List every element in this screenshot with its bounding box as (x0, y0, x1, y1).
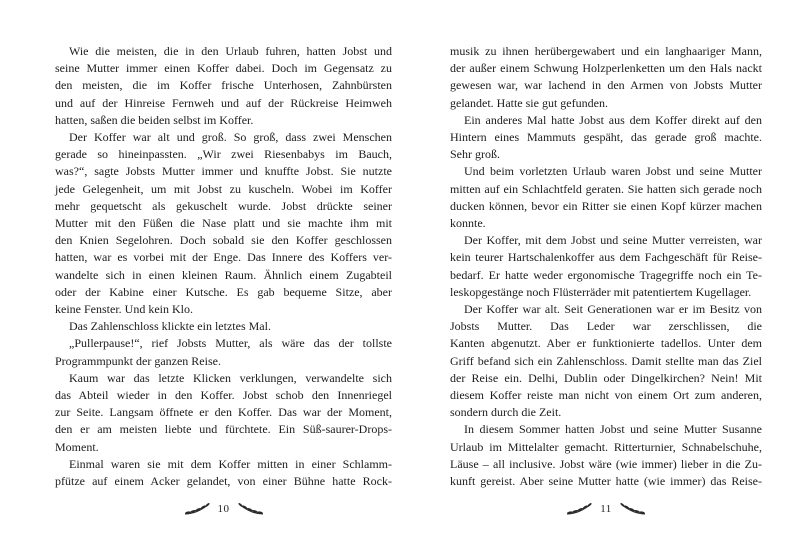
text-line: Griff befand sich ein Zahlenschloss. Damit stellte man das Ziel (450, 353, 762, 368)
laurel-branch-icon (565, 502, 593, 516)
text-line: Programmpunkt der ganzen Reise. (55, 353, 221, 368)
text-line: „Pullerpause!“, rief Jobsts Mutter, als wäre das der tollste (69, 336, 392, 351)
page-left-text (55, 43, 392, 490)
laurel-branch-icon (619, 502, 647, 516)
text-line: Läuse – all inclusive. Jobst wäre (wie immer) lieber in die Zu- (450, 456, 762, 471)
text-line: Ein anderes Mal hatte Jobst aus dem Koffer direkt auf den (464, 112, 762, 127)
text-line: seine Mutter immer einen Koffer dabei. Doch im Gegensatz zu (55, 61, 392, 76)
page-footer (55, 500, 392, 518)
text-line: gewesen war, war lachend in den Armen von Jobsts Mutter (450, 78, 762, 93)
page-number: 10 (217, 503, 230, 515)
text-line: Der Koffer war alt und groß. So groß, dass zwei Menschen (69, 130, 392, 145)
text-line: den er am meisten liebte und fürchtete. Ein Süß-saurer-Drops- (55, 422, 392, 437)
text-line: leskopgestänge noch Flüsterräder mit patentiertem Kugellager. (450, 284, 752, 299)
text-line: jede Gelegenheit, um mit Jobst zu kuscheln. Wobei im Koffer (55, 181, 392, 196)
text-line: sondern durch die Zeit. (450, 405, 562, 420)
text-line: den Knien Segelohren. Doch sobald sie den Koffer geschlossen (55, 233, 392, 248)
text-line: ducken können, bevor ein Ritter sie einen Kopf kürzer machen (450, 198, 762, 213)
text-line: diesem Koffer reiste man nicht von einem Ort zum anderen, (450, 388, 762, 403)
text-line: gerade so hineinpassten. „Wir zwei Riesenbabys im Bauch, (55, 147, 392, 162)
text-line: In diesem Sommer hatten Jobst und seine Mutter Susanne (464, 422, 762, 437)
text-line: Jobsts Mutter. Das Leder war zerschlissen, die (450, 319, 762, 334)
laurel-branch-icon (237, 502, 265, 516)
text-line: mitten auf ein Schlachtfeld geraten. Sie hatten sich gerade noch (450, 181, 762, 196)
text-line: und auf der Hinreise Fernweh und auf der Rückreise Heimweh (55, 95, 392, 110)
text-line: Urlaub im Mittelalter gemacht. Ritterturnier, Schnabelschuhe, (450, 439, 762, 454)
text-line: was?“, sagte Jobsts Mutter immer und knuffte Jobst. Sie nutzte (55, 164, 392, 179)
text-line: Moment. (55, 439, 99, 454)
text-line: Wie die meisten, die in den Urlaub fuhren, hatten Jobst und (69, 44, 392, 58)
text-line: bedarf. Er hatte weder ergonomische Tragegriffe noch ein Te- (450, 267, 762, 282)
text-line: Kaum war das letzte Klicken verklungen, verwandelte sich (69, 370, 392, 385)
text-line: gelandet. Hatte sie gut gefunden. (450, 95, 608, 110)
text-line: der außer einem Schwung Holzperlenketten um den Hals nackt (450, 61, 762, 76)
text-line: hatten, war es vorbei mit der Enge. Das Innere des Koffers ver- (55, 250, 392, 265)
text-line: Der Koffer, mit dem Jobst und seine Mutter verreisten, war (464, 233, 762, 248)
text-line: musik zu ihnen herübergewabert und ein langhaariger Mann, (450, 44, 762, 58)
text-line: Hintern eines Mammuts gespäht, das gerade groß machte. (450, 130, 762, 145)
page-right-text (450, 43, 762, 490)
page-footer (450, 500, 762, 518)
text-line: das Abteil wieder in den Koffer. Jobst schob den Innenriegel (55, 388, 392, 403)
text-line: den meisten, die im Koffer frische Unterhosen, Zahnbürsten (55, 78, 392, 93)
text-line: Sehr groß. (450, 147, 500, 162)
text-line: konnte. (450, 216, 486, 231)
text-line: keine Fenster. Und kein Klo. (55, 302, 193, 317)
page-right (400, 0, 800, 535)
text-line: pfütze auf einem Acker gelandet, von einer Bühne hatte Rock- (55, 474, 392, 489)
laurel-branch-icon (183, 502, 211, 516)
text-line: Das Zahlenschloss klickte ein letztes Mal. (69, 319, 271, 334)
text-line: oder der Kabine einer Kutsche. Es gab bequeme Sitze, aber (55, 284, 392, 299)
page-number: 11 (600, 503, 612, 515)
text-line: kunft gereist. Aber seine Mutter hatte (wie immer) das Reise- (450, 474, 762, 489)
text-line: zur Seite. Langsam öffnete er den Koffer. Das war der Moment, (55, 405, 392, 420)
text-line: der Reise ein. Delhi, Dublin oder Dingelkirchen? Nein! Mit (450, 370, 762, 385)
text-line: Kanten abgenutzt. Aber er funktionierte tadellos. Unter dem (450, 336, 762, 351)
text-line: Einmal waren sie mit dem Koffer mitten in einer Schlamm- (69, 456, 392, 471)
text-line: mehr gequetscht als gekuschelt wurde. Jobst drückte seiner (55, 198, 392, 213)
text-line: kein teurer Hartschalenkoffer aus dem Fachgeschäft für Reise- (450, 250, 762, 265)
text-line: hatten, saßen die beiden selbst im Koffer. (55, 112, 254, 127)
text-line: Mutter mit den Füßen die Nase platt und sie machte ihm mit (55, 216, 392, 231)
text-line: Der Koffer war alt. Seit Generationen war er im Besitz von (464, 302, 762, 317)
text-line: wandelte sich in einen kleinen Raum. Ähnlich einem Zugabteil (55, 267, 392, 282)
text-line: Und beim vorletzten Urlaub waren Jobst und seine Mutter (464, 164, 762, 179)
